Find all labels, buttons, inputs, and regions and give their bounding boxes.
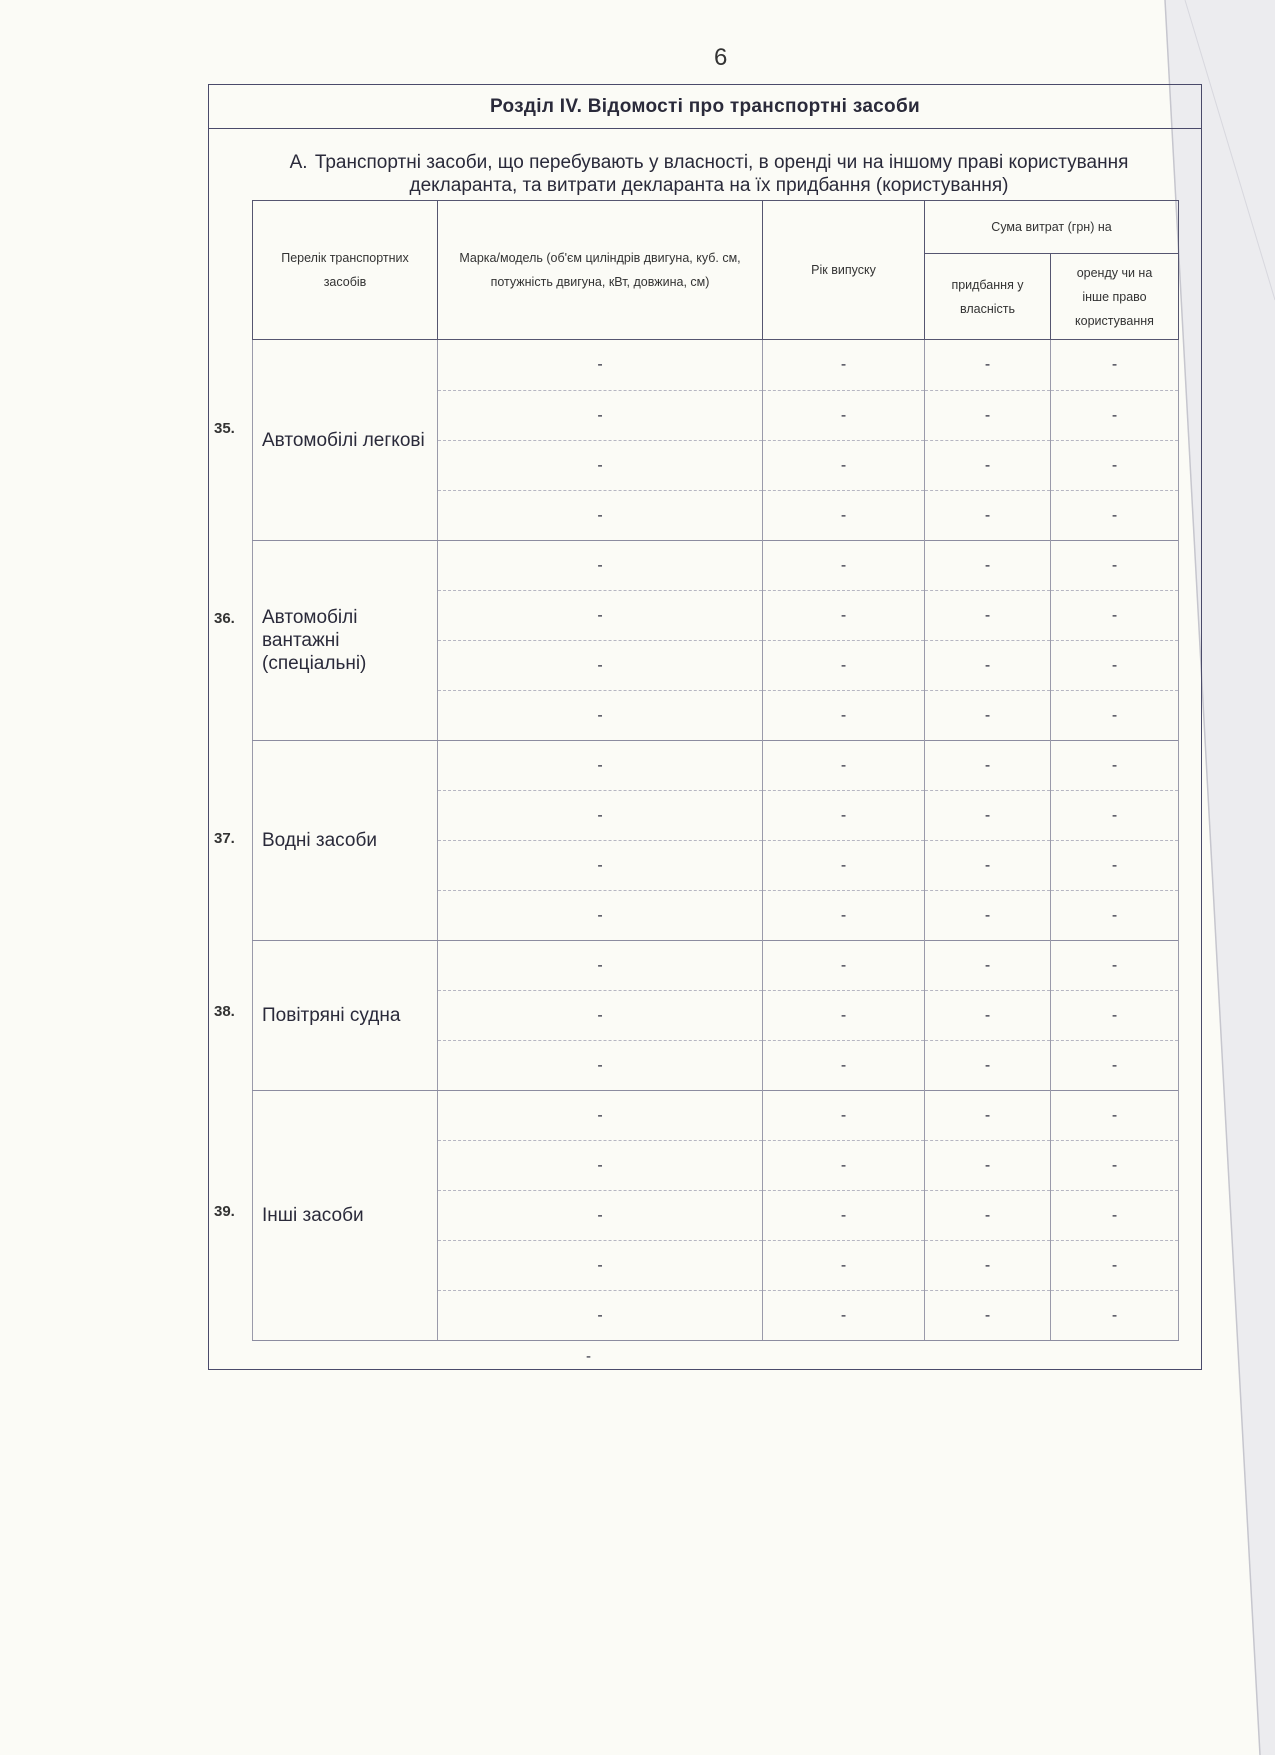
cell-purchase: - [925, 1241, 1051, 1291]
cell-year: - [763, 641, 925, 691]
cell-model: - [438, 941, 763, 991]
cell-year: - [763, 391, 925, 441]
cell-year: - [763, 591, 925, 641]
cell-year: - [763, 1191, 925, 1241]
cell-model: - [438, 1291, 763, 1341]
cell-purchase: - [925, 1041, 1051, 1091]
cell-model: - [438, 391, 763, 441]
cell-purchase: - [925, 1141, 1051, 1191]
cell-year: - [763, 441, 925, 491]
cell-model: - [438, 891, 763, 941]
cell-purchase: - [925, 791, 1051, 841]
cell-year: - [763, 991, 925, 1041]
cell-year: - [763, 841, 925, 891]
table-row [253, 541, 1179, 591]
cell-model: - [438, 1241, 763, 1291]
cell-model: - [438, 841, 763, 891]
cell-year: - [763, 791, 925, 841]
cell-model: - [438, 441, 763, 491]
cell-purchase: - [925, 691, 1051, 741]
cell-rent: - [1051, 991, 1179, 1041]
cell-year: - [763, 1241, 925, 1291]
header-rent: оренду чи на інше право користування [1051, 254, 1179, 340]
subsection-letter: А. [289, 152, 308, 173]
cell-rent: - [1051, 491, 1179, 541]
cell-purchase: - [925, 441, 1051, 491]
cell-year: - [763, 1041, 925, 1091]
cell-model: - [438, 340, 763, 391]
cell-year: - [763, 1291, 925, 1341]
page-number: 6 [714, 44, 728, 71]
section-title: Розділ IV. Відомості про транспортні засоби [209, 85, 1201, 129]
cell-model: - [438, 791, 763, 841]
cell-rent: - [1051, 591, 1179, 641]
cell-model: - [438, 1191, 763, 1241]
cell-model: - [438, 591, 763, 641]
cell-purchase: - [925, 1091, 1051, 1141]
cell-purchase: - [925, 340, 1051, 391]
cell-purchase: - [925, 941, 1051, 991]
cell-year: - [763, 741, 925, 791]
cell-purchase: - [925, 1191, 1051, 1241]
cell-purchase: - [925, 491, 1051, 541]
cell-year: - [763, 1091, 925, 1141]
vehicle-category-label: Автомобілі легкові [253, 340, 438, 541]
cell-year: - [763, 541, 925, 591]
header-expenses: Сума витрат (грн) на [925, 201, 1179, 254]
cell-model: - [438, 491, 763, 541]
cell-purchase: - [925, 541, 1051, 591]
cell-model: - [438, 641, 763, 691]
row-number: 37. [214, 830, 235, 847]
vehicle-category-label: Інші засоби [253, 1091, 438, 1341]
cell-model: - [438, 991, 763, 1041]
cell-rent: - [1051, 641, 1179, 691]
cell-purchase: - [925, 641, 1051, 691]
header-vehicle-list: Перелік транспортних засобів [253, 201, 438, 340]
cell-rent: - [1051, 1091, 1179, 1141]
subsection-text: Транспортні засоби, що перебувають у власності, в оренді чи на іншому праві користування декларанта, та витрати декларанта на їх придбання (користування) [314, 152, 1129, 196]
cell-rent: - [1051, 1141, 1179, 1191]
cell-year: - [763, 891, 925, 941]
vehicle-category-label: Водні засоби [253, 741, 438, 941]
row-number: 36. [214, 610, 235, 627]
cell-model: - [438, 741, 763, 791]
cell-purchase: - [925, 841, 1051, 891]
cell-rent: - [1051, 541, 1179, 591]
cell-rent: - [1051, 941, 1179, 991]
cell-purchase: - [925, 741, 1051, 791]
cell-rent: - [1051, 791, 1179, 841]
table-row [253, 941, 1179, 991]
header-purchase: придбання у власність [925, 254, 1051, 340]
cell-rent: - [1051, 1291, 1179, 1341]
cell-year: - [763, 941, 925, 991]
cell-model: - [438, 541, 763, 591]
cell-year: - [763, 691, 925, 741]
row-number: 38. [214, 1003, 235, 1020]
cell-rent: - [1051, 441, 1179, 491]
cell-rent: - [1051, 1041, 1179, 1091]
row-number: 35. [214, 420, 235, 437]
cell-rent: - [1051, 741, 1179, 791]
row-number: 39. [214, 1203, 235, 1220]
cell-purchase: - [925, 991, 1051, 1041]
subsection-title [259, 151, 1159, 197]
cell-purchase: - [925, 1291, 1051, 1341]
cell-model: - [438, 1141, 763, 1191]
table-row [253, 1091, 1179, 1141]
header-year: Рік випуску [763, 201, 925, 340]
cell-rent: - [1051, 1191, 1179, 1241]
cell-rent: - [1051, 340, 1179, 391]
cell-purchase: - [925, 391, 1051, 441]
cell-year: - [763, 491, 925, 541]
trailing-dash: - [586, 1348, 591, 1365]
cell-rent: - [1051, 891, 1179, 941]
table-row [253, 741, 1179, 791]
cell-rent: - [1051, 391, 1179, 441]
cell-purchase: - [925, 891, 1051, 941]
table-row [253, 340, 1179, 391]
vehicles-table [252, 200, 1179, 1341]
cell-purchase: - [925, 591, 1051, 641]
cell-model: - [438, 1041, 763, 1091]
vehicle-category-label: Автомобілі вантажні (спеціальні) [253, 541, 438, 741]
cell-model: - [438, 1091, 763, 1141]
vehicles-table-body [253, 340, 1179, 1341]
vehicle-category-label: Повітряні судна [253, 941, 438, 1091]
cell-rent: - [1051, 1241, 1179, 1291]
cell-model: - [438, 691, 763, 741]
cell-year: - [763, 1141, 925, 1191]
cell-rent: - [1051, 691, 1179, 741]
header-make-model: Марка/модель (об'єм циліндрів двигуна, куб. см, потужність двигуна, кВт, довжина, см) [438, 201, 763, 340]
cell-year: - [763, 340, 925, 391]
cell-rent: - [1051, 841, 1179, 891]
